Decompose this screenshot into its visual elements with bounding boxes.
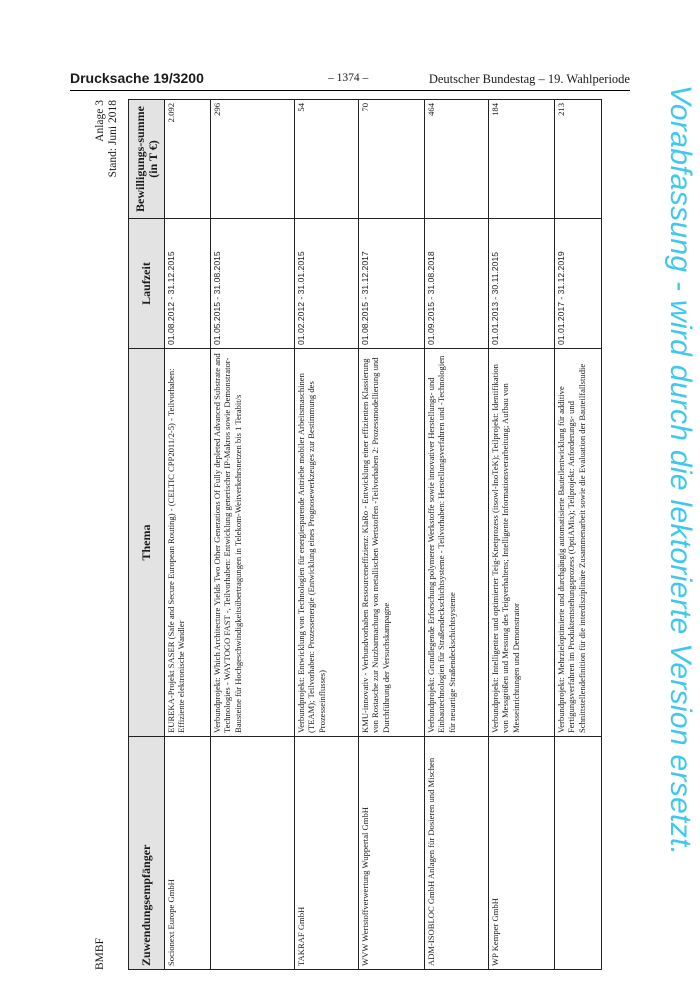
- amount-cell: 296: [211, 100, 295, 219]
- recipient-cell: WP Kemper GmbH: [489, 737, 555, 970]
- topic-cell: Verbundprojekt: Mehrzieloptimierte und durchgängig automatisierte Bauteilentwicklung für additive Fertigungsverfahren im Produktentstehungsprozess (OptiAMix); Teilprojekt: Anforderungs- und Schnittstellendefinition für die interdisziplinäre Zusammenarbeit sowie die Evaluation der Bauteilfallstudie: [555, 349, 602, 737]
- table-row: [359, 100, 425, 970]
- status-date: Stand: Juni 2018: [107, 100, 119, 178]
- period-cell: 01.01.2013 - 30.11.2015: [489, 219, 555, 349]
- column-header-recipient: Zuwendungsempfänger: [129, 737, 165, 970]
- drucksache-prefix: Drucksache 19/: [70, 70, 173, 86]
- topic-cell: Verbundprojekt: Which Architecture Yields Two Other Generations Of Fully depleted Advanced Substrate and Technologies - WAYTOGO FAST -, Teilvorhaben: Entwicklung generischer IP-Makros sowie Demonstrator-Bausteine für Hochgeschwindigkeitsübertragungen in Telekom-Weitverkehrsnetzen bis 1 Terabit/s: [211, 349, 295, 737]
- period-cell: 01.02.2012 - 31.01.2015: [295, 219, 359, 349]
- table-row: [165, 100, 211, 970]
- period-cell: 01.08.2015 - 31.12.2017: [359, 219, 425, 349]
- topic-cell: EUREKA-Projekt SASER (Safe and Secure European Routing) - (CELTIC CPP2011/2-5) - Teilvorhaben: Effiziente elektronische Wandler: [165, 349, 211, 737]
- period-cell: 01.05.2015 - 31.08.2015: [211, 219, 295, 349]
- recipient-cell: Socionext Europe GmbH: [165, 737, 211, 970]
- table-row: [555, 100, 602, 970]
- recipient-cell: WVW Wertstoffverwertung Wuppertal GmbH: [359, 737, 425, 970]
- recipient-cell: [555, 737, 602, 970]
- column-header-period: Laufzeit: [129, 219, 165, 349]
- table-row: [211, 100, 295, 970]
- recipient-cell: ADM-ISOBLOC GmbH Anlagen für Dosieren und Mischen: [425, 737, 489, 970]
- topic-cell: KMU-innovativ - Verbundvorhaben Ressourceneffizienz: KlaRo - Entwicklung einer effizienten Klassierung von Rostasche zur Nutzbarmachung von metallischen Wertstoffen -Teilvorhaben 2: Prozessmodellierung und Durchführung der Versuchskampagne: [359, 349, 425, 737]
- column-header-amount: Bewilligungs-summe (in T €): [129, 100, 165, 219]
- attachment-info: [94, 100, 120, 177]
- drucksache-number: [70, 70, 204, 86]
- ministry-label: BMBF: [94, 938, 106, 970]
- table-row: [489, 100, 555, 970]
- amount-cell: 70: [359, 100, 425, 219]
- amount-cell: 184: [489, 100, 555, 219]
- recipient-cell: [211, 737, 295, 970]
- period-cell: 01.09.2015 - 31.08.2018: [425, 219, 489, 349]
- period-cell: 01.01.2017 - 31.12.2019: [555, 219, 602, 349]
- amount-cell: 54: [295, 100, 359, 219]
- topic-cell: Verbundprojekt: Entwicklung von Technologien für energiesparende Antriebe mobiler Arbeitsmaschinen (TEAM); Teilvorhaben: Prozessenergie (Entwicklung eines Prognosewerkzeuges zur Bestimmung des Prozesseinflusses): [295, 349, 359, 737]
- topic-cell: Verbundprojekt: Grundlegende Erforschung polymerer Werkstoffe sowie innovativer Herstellungs- und Einbautechnologien für Straßendeckschichtsysteme - Teilvorhaben: Herstellungsverfahren und -Technologien für neuartige Straßendeckschichtsysteme: [425, 349, 489, 737]
- drucksache-number-value: 3200: [172, 70, 204, 86]
- page-number: – 1374 –: [328, 72, 369, 84]
- table-header-row: [129, 100, 165, 970]
- table-row: [425, 100, 489, 970]
- amount-cell: 213: [555, 100, 602, 219]
- publisher: Deutscher Bundestag – 19. Wahlperiode: [428, 72, 630, 86]
- table-row: [295, 100, 359, 970]
- period-cell: 01.08.2012 - 31.12.2015: [165, 219, 211, 349]
- grants-table: [128, 99, 602, 970]
- draft-watermark: Vorabfassung - wird durch die lektorierte Version ersetzt.: [664, 84, 697, 856]
- rotated-page-content: [94, 100, 608, 970]
- column-header-topic: Thema: [129, 349, 165, 737]
- attachment-label: Anlage 3: [94, 100, 106, 142]
- page-header: [70, 70, 630, 91]
- amount-cell: 464: [425, 100, 489, 219]
- amount-cell: 2.092: [165, 100, 211, 219]
- recipient-cell: TAKRAF GmbH: [295, 737, 359, 970]
- topic-cell: Verbundprojekt: Intelligenter und optimierter Teig-Knetprozess (itsowl-InoTeK); Teilprojekt: Identifikation von Messgrößen und Messung des Teigverhaltens; Intelligente Informationsverarbeitung; Aufbau von Messeinrichtungen und Demonstrator: [489, 349, 555, 737]
